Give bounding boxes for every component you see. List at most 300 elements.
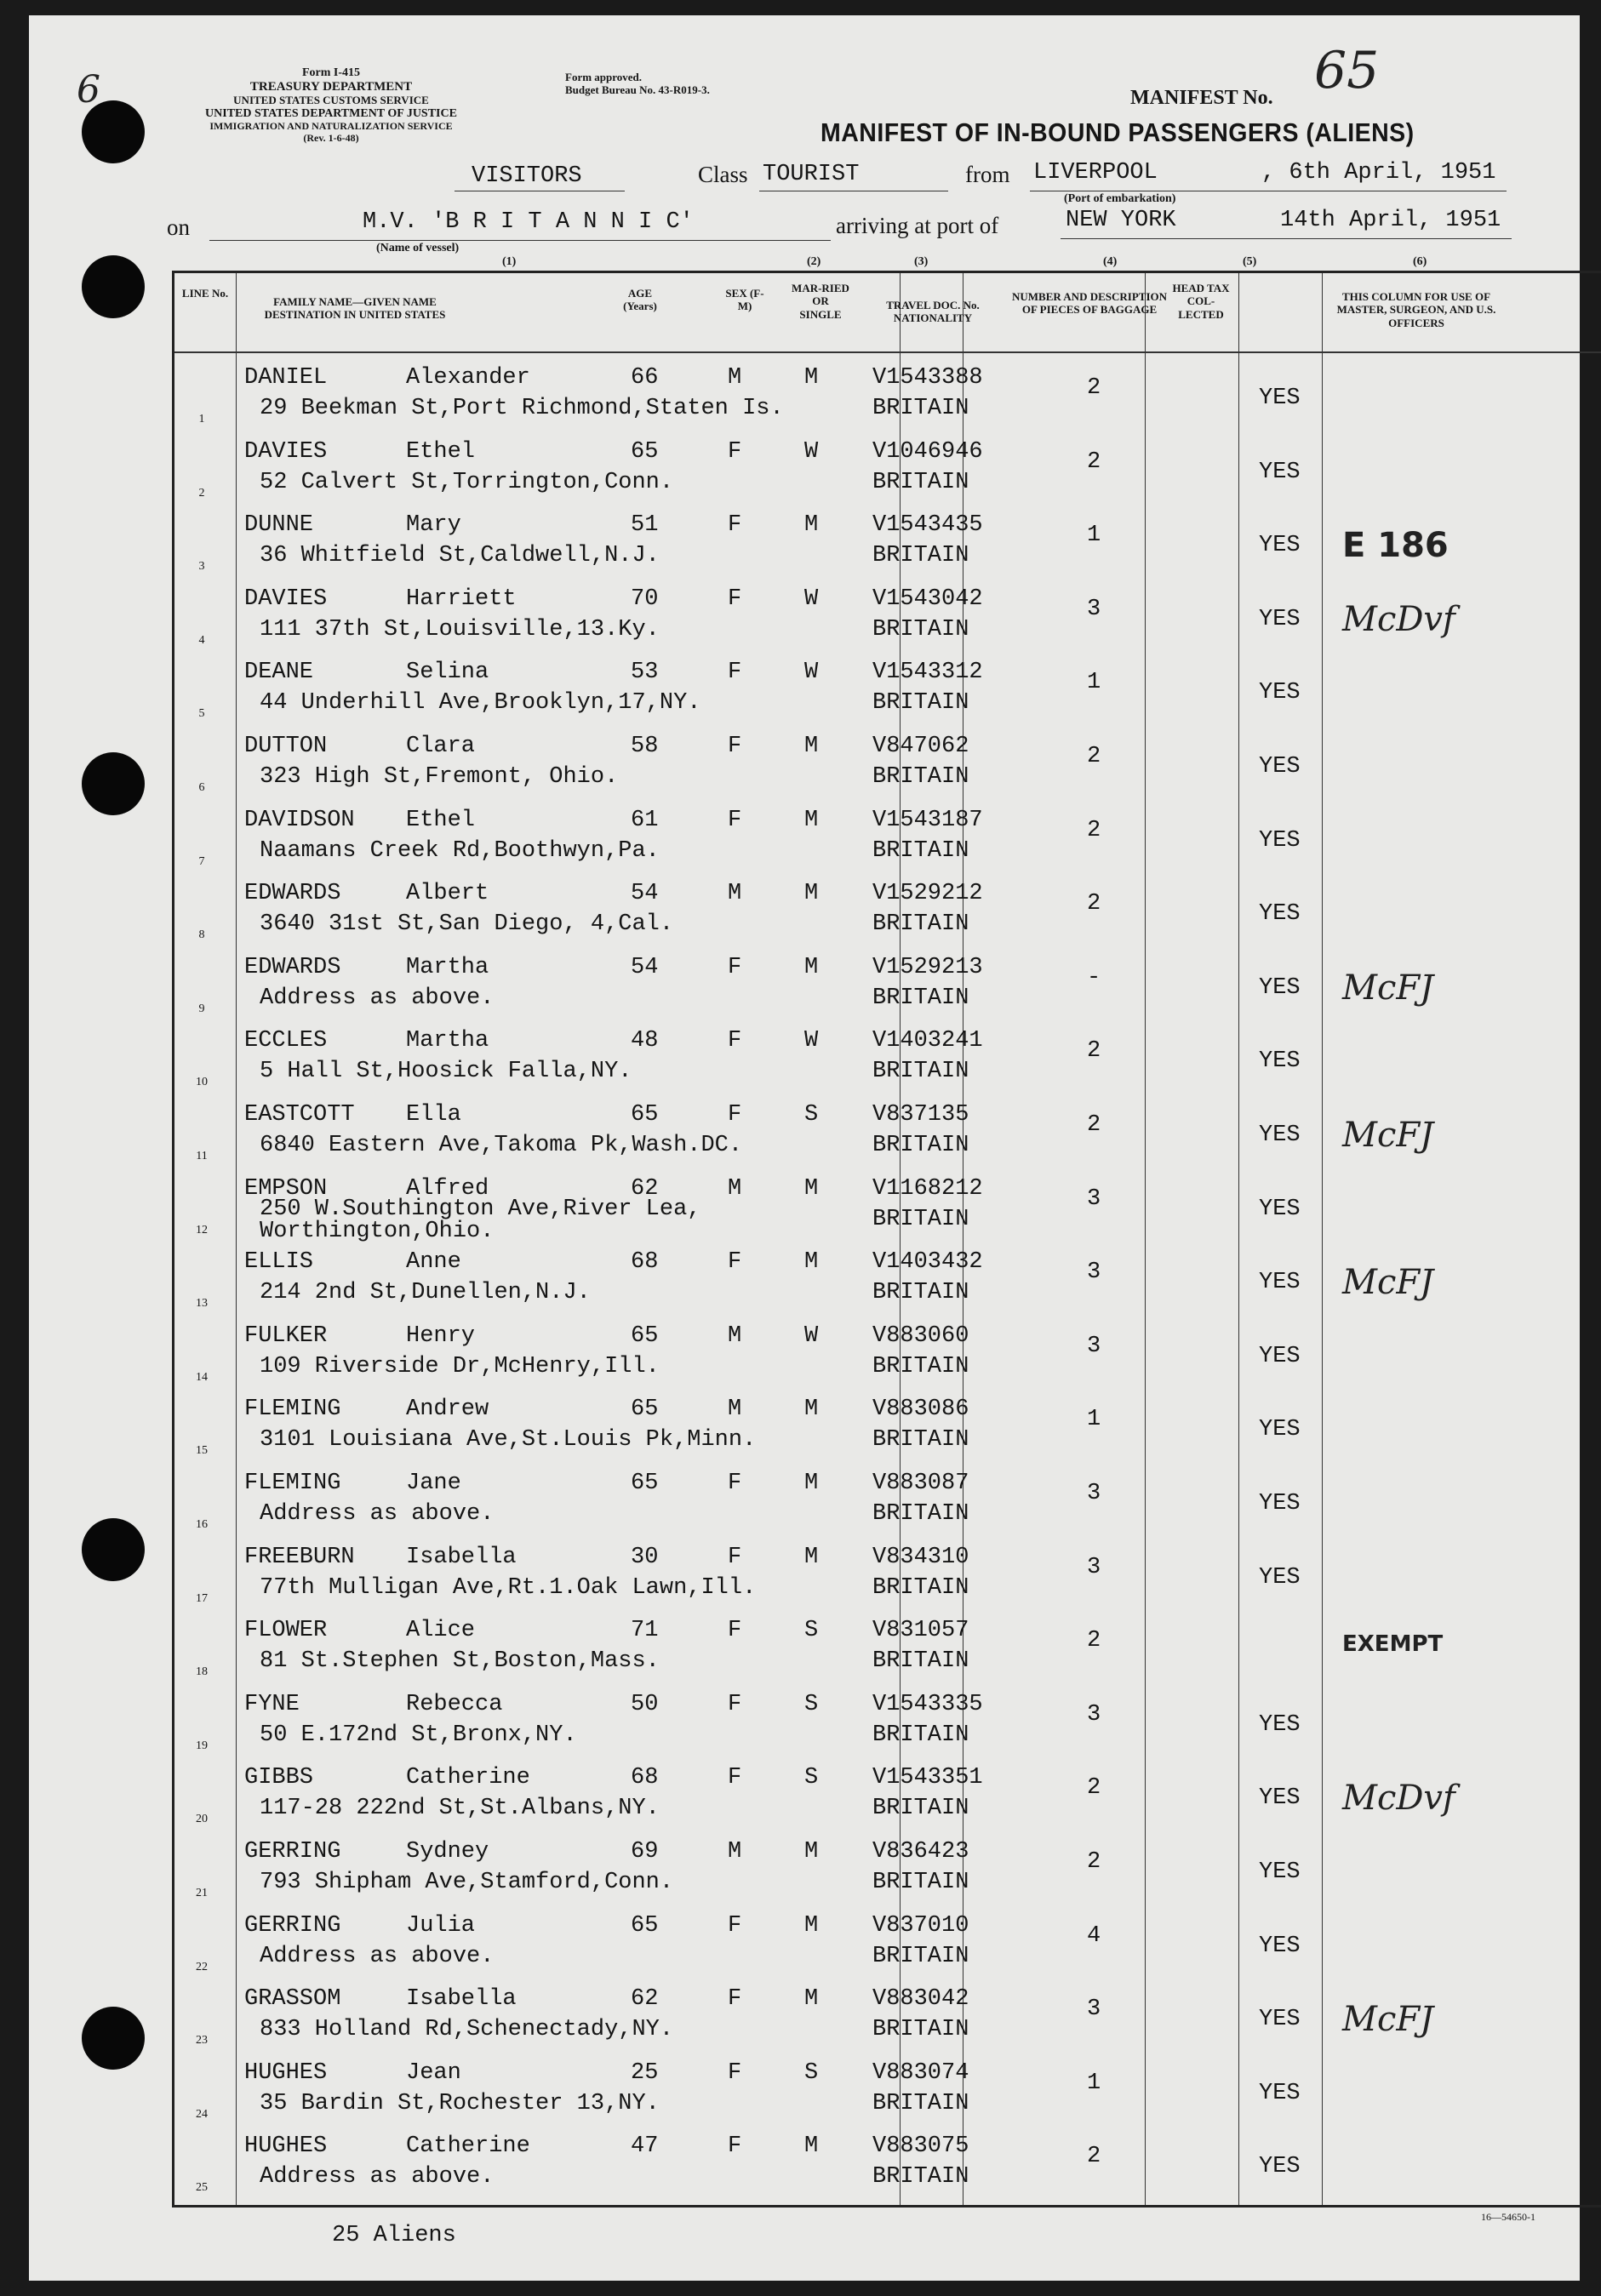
line-number: 11 [196,1150,208,1162]
from-label: from [965,162,1010,187]
baggage-count: 1 [1087,523,1101,549]
nationality: BRITAIN [872,1648,969,1675]
given-name: Ella [406,1102,461,1128]
age-value: 65 [631,1322,659,1349]
given-name: Harriett [406,585,517,612]
age-value: 51 [631,512,659,539]
col-age: AGE (Years) [623,287,657,313]
sex-value: F [728,1691,742,1717]
age-value: 65 [631,1471,659,1496]
nationality: BRITAIN [872,911,969,938]
manifest-number-value: 65 [1314,41,1380,100]
nationality: BRITAIN [872,985,969,1011]
table-row [174,656,1601,731]
customs-label: UNITED STATES CUSTOMS SERVICE [233,94,429,107]
visitors-category: VISITORS [472,163,582,189]
baggage-count: 3 [1087,1185,1101,1212]
destination-address: 36 Whitfield St,Caldwell,N.J. [260,543,660,569]
travel-doc-number: V837010 [872,1912,969,1939]
travel-doc-number: V1543388 [872,365,983,391]
baggage-count: - [1087,964,1101,991]
marital-status: M [804,1396,819,1423]
head-tax-status: YES [1259,1270,1301,1296]
table-row [174,1246,1601,1321]
table-row [174,1099,1601,1174]
head-tax-status: YES [1259,1933,1301,1959]
given-name: Henry [406,1322,476,1349]
marital-status: M [804,954,819,980]
arrival-date: 14th April, 1951 [1280,208,1501,233]
nationality: BRITAIN [872,764,969,790]
table-row [174,1983,1601,2058]
travel-doc-number: V836423 [872,1839,969,1865]
age-value: 25 [631,2059,659,2086]
nationality: BRITAIN [872,1501,969,1527]
punch-hole [82,1518,145,1581]
nationality: BRITAIN [872,396,969,421]
line-number: 24 [196,2107,208,2121]
given-name: Mary [406,512,461,539]
form-header-left [157,66,506,145]
sex-value: F [728,1102,742,1128]
column-number: (4) [1103,255,1118,268]
age-value: 47 [631,2133,659,2160]
officer-annotation: McFJ [1342,968,1434,1008]
age-value: 61 [631,807,659,833]
head-tax-status: YES [1259,1859,1301,1885]
travel-doc-number: V883087 [872,1471,969,1496]
departure-date: , 6th April, 1951 [1261,160,1496,186]
head-tax-status: YES [1259,1343,1301,1369]
destination-address: Naamans Creek Rd,Boothwyn,Pa. [260,837,660,864]
baggage-count: 2 [1087,1038,1101,1065]
family-name: GERRING [244,1912,341,1939]
budget-label: Budget Bureau No. 43-R019-3. [565,83,710,96]
underline [209,240,831,241]
officer-annotation: EXEMPT [1342,1631,1444,1658]
family-name: DUNNE [244,512,314,539]
travel-doc-number: V883086 [872,1396,969,1423]
given-name: Martha [406,954,489,980]
table-row [174,1393,1601,1468]
treasury-label: TREASURY DEPARTMENT [249,80,413,94]
baggage-count: 3 [1087,1701,1101,1728]
line-number: 2 [198,486,205,500]
age-value: 65 [631,1396,659,1423]
form-number: Form I-415 [301,66,361,79]
sex-value: F [728,734,742,759]
given-name: Alexander [406,365,530,391]
marital-status: W [804,438,819,465]
head-tax-status: YES [1259,1564,1301,1591]
family-name: DAVIES [244,438,328,465]
given-name: Rebecca [406,1691,503,1717]
family-name: EDWARDS [244,954,341,980]
header-divider [174,351,1601,353]
age-value: 68 [631,1765,659,1791]
destination-address: 793 Shipham Ave,Stamford,Conn. [260,1870,674,1895]
line-number: 1 [198,413,205,426]
head-tax-status: YES [1259,386,1301,411]
line-number: 15 [196,1444,208,1458]
age-value: 69 [631,1839,659,1865]
given-name: Catherine [406,2133,530,2160]
col-officers: THIS COLUMN FOR USE OF MASTER, SURGEON, AND U.S. OFFICERS [1336,290,1496,329]
age-value: 53 [631,660,659,686]
table-row [174,362,1601,437]
marital-status: M [804,1249,819,1276]
baggage-count: 3 [1087,1481,1101,1506]
table-row [174,1173,1601,1248]
sex-value: F [728,807,742,833]
nationality: BRITAIN [872,616,969,643]
baggage-count: 4 [1087,1922,1101,1949]
baggage-count: 2 [1087,891,1101,917]
head-tax-status: YES [1259,2154,1301,2180]
baggage-count: 2 [1087,817,1101,843]
sex-value: M [728,365,742,391]
vessel-name: M.V. 'B R I T A N N I C' [363,209,694,235]
line-number: 5 [198,707,205,721]
marital-status: M [804,1839,819,1865]
travel-doc-number: V837135 [872,1102,969,1128]
family-name: FREEBURN [244,1544,355,1570]
given-name: Andrew [406,1396,489,1423]
family-name: HUGHES [244,2133,328,2160]
given-name: Alice [406,1618,476,1644]
sex-value: F [728,512,742,539]
travel-doc-number: V1046946 [872,438,983,465]
age-value: 54 [631,954,659,980]
line-number: 13 [196,1297,208,1311]
sex-value: F [728,438,742,465]
sex-value: M [728,1396,742,1423]
line-number: 8 [198,928,205,942]
form-approval [565,71,710,97]
destination-address: 6840 Eastern Ave,Takoma Pk,Wash.DC. [260,1133,743,1158]
total-aliens: 25 Aliens [332,2223,456,2248]
baggage-count: 2 [1087,1849,1101,1875]
underline [1061,238,1512,239]
table-row [174,2057,1601,2132]
destination-address: 117-28 222nd St,St.Albans,NY. [260,1796,660,1822]
table-row [174,509,1601,584]
age-value: 62 [631,1986,659,2013]
punch-hole [82,752,145,815]
line-number: 25 [196,2181,208,2195]
nationality: BRITAIN [872,2164,969,2190]
sex-value: F [728,1471,742,1496]
family-name: GIBBS [244,1765,314,1791]
baggage-count: 1 [1087,1407,1101,1433]
age-value: 70 [631,585,659,612]
baggage-count: 2 [1087,375,1101,401]
marital-status: M [804,734,819,759]
marital-status: M [804,1471,819,1496]
travel-doc-number: V883042 [872,1986,969,2013]
age-value: 50 [631,1691,659,1717]
sex-value: F [728,1986,742,2013]
travel-doc-number: V1543435 [872,512,983,539]
travel-doc-number: V834310 [872,1544,969,1570]
baggage-count: 2 [1087,1775,1101,1802]
officer-annotation: McDvf [1342,1779,1455,1819]
family-name: FLOWER [244,1618,328,1644]
table-row [174,1025,1601,1099]
handwritten-corner-mark: 6 [77,68,100,111]
line-number: 21 [196,1887,208,1899]
travel-doc-number: V1168212 [872,1175,983,1202]
nationality: BRITAIN [872,1133,969,1158]
table-row [174,1320,1601,1395]
nationality: BRITAIN [872,1353,969,1379]
travel-doc-number: V847062 [872,734,969,759]
destination-address: 833 Holland Rd,Schenectady,NY. [260,2017,674,2043]
given-name: Martha [406,1028,489,1054]
marital-status: S [804,1618,819,1644]
nationality: BRITAIN [872,1427,969,1454]
travel-doc-number: V1543335 [872,1691,983,1717]
nationality: BRITAIN [872,1943,969,1969]
table-row [174,1541,1601,1616]
baggage-count: 2 [1087,448,1101,475]
line-number: 10 [196,1076,208,1089]
baggage-count: 3 [1087,1333,1101,1359]
line-number: 16 [196,1518,208,1531]
col-married: MAR-RIED OR SINGLE [792,282,849,321]
age-value: 48 [631,1028,659,1054]
travel-doc-number: V1529213 [872,954,983,980]
destination-address: 5 Hall St,Hoosick Falla,NY. [260,1059,632,1085]
sex-value: F [728,1249,742,1276]
family-name: DANIEL [244,365,328,391]
given-name: Selina [406,660,489,686]
age-value: 68 [631,1249,659,1276]
family-name: FULKER [244,1322,328,1349]
head-tax-status: YES [1259,2080,1301,2106]
marital-status: W [804,660,819,686]
table-row [174,804,1601,879]
marital-status: M [804,881,819,907]
given-name: Sydney [406,1839,489,1865]
travel-doc-number: V883075 [872,2133,969,2160]
given-name: Jean [406,2059,461,2086]
table-row [174,1762,1601,1836]
head-tax-status: YES [1259,1785,1301,1812]
travel-doc-number: V1543187 [872,807,983,833]
travel-doc-number: V1543351 [872,1765,983,1791]
given-name: Catherine [406,1765,530,1791]
nationality: BRITAIN [872,1280,969,1306]
line-number: 23 [196,2034,208,2048]
marital-status: W [804,1322,819,1349]
table-row [174,1467,1601,1542]
family-name: DAVIDSON [244,807,355,833]
print-code: 16—54650-1 [1481,2211,1535,2223]
travel-doc-number: V1403432 [872,1249,983,1276]
baggage-count: 3 [1087,1259,1101,1286]
manifest-page [29,15,1580,2281]
line-number: 22 [196,1960,208,1973]
officer-annotation: McFJ [1342,2000,1434,2040]
punch-hole [82,255,145,318]
nationality: BRITAIN [872,2090,969,2116]
destination-address: 77th Mulligan Ave,Rt.1.Oak Lawn,Ill. [260,1574,757,1601]
given-name: Isabella [406,1544,517,1570]
age-value: 65 [631,1102,659,1128]
sex-value: F [728,1028,742,1054]
given-name: Ethel [406,438,476,465]
punch-hole [82,2007,145,2070]
age-value: 65 [631,1912,659,1939]
marital-status: M [804,1986,819,2013]
marital-status: W [804,585,819,612]
baggage-count: 1 [1087,2070,1101,2096]
justice-label: UNITED STATES DEPARTMENT OF JUSTICE [205,107,457,121]
col-sex: SEX (F-M) [725,287,764,313]
line-number: 17 [196,1591,208,1605]
from-port: LIVERPOOL [1033,160,1158,186]
destination-address: 52 Calvert St,Torrington,Conn. [260,469,674,495]
column-number: (6) [1413,255,1427,268]
manifest-title: MANIFEST OF IN-BOUND PASSENGERS (ALIENS) [821,117,1415,147]
destination-address: 3101 Louisiana Ave,St.Louis Pk,Minn. [260,1427,757,1454]
marital-status: W [804,1028,819,1054]
destination-address: 44 Underhill Ave,Brooklyn,17,NY. [260,690,701,717]
column-number: (5) [1243,255,1257,268]
sex-value: F [728,2059,742,2086]
col-head-tax: HEAD TAX COL-LECTED [1172,282,1230,321]
marital-status: M [804,365,819,391]
nationality: BRITAIN [872,1206,969,1232]
marital-status: M [804,807,819,833]
travel-doc-number: V1543042 [872,585,983,612]
family-name: EASTCOTT [244,1102,355,1128]
table-row [174,1836,1601,1910]
travel-doc-number: V831057 [872,1618,969,1644]
line-number: 4 [198,633,205,647]
approved-label: Form approved. [565,71,643,83]
sex-value: M [728,1839,742,1865]
travel-doc-number: V1543312 [872,660,983,686]
nationality: BRITAIN [872,690,969,717]
col-travel-doc: TRAVEL DOC. No. NATIONALITY [886,299,980,325]
given-name: Anne [406,1249,461,1276]
sex-value: F [728,954,742,980]
family-name: DUTTON [244,734,328,759]
sex-value: F [728,1912,742,1939]
sex-value: F [728,660,742,686]
family-name: GRASSOM [244,1986,341,2013]
table-row [174,2130,1601,2205]
column-number: (1) [502,255,517,268]
head-tax-status: YES [1259,754,1301,780]
baggage-count: 2 [1087,744,1101,769]
on-label: on [167,214,190,240]
family-name: ELLIS [244,1249,314,1276]
sex-value: M [728,1322,742,1349]
given-name: Albert [406,881,489,907]
line-number: 19 [196,1739,208,1752]
sex-value: F [728,585,742,612]
given-name: Jane [406,1471,461,1496]
head-tax-status: YES [1259,606,1301,632]
head-tax-status: YES [1259,1417,1301,1443]
given-name: Alfred [406,1175,489,1202]
age-value: 54 [631,881,659,907]
embarkation-caption: (Port of embarkation) [1064,192,1176,205]
baggage-count: 2 [1087,1112,1101,1138]
sex-value: F [728,2133,742,2160]
head-tax-status: YES [1259,533,1301,559]
head-tax-status: YES [1259,1711,1301,1738]
age-value: 66 [631,365,659,391]
nationality: BRITAIN [872,1870,969,1895]
vessel-caption: (Name of vessel) [376,242,460,254]
baggage-count: 3 [1087,1996,1101,2023]
line-number: 7 [198,854,205,868]
family-name: DEANE [244,660,314,686]
family-name: GERRING [244,1839,341,1865]
marital-status: M [804,2133,819,2160]
travel-doc-number: V883060 [872,1322,969,1349]
marital-status: M [804,1912,819,1939]
baggage-count: 3 [1087,1554,1101,1580]
officer-annotation: McFJ [1342,1263,1434,1303]
baggage-count: 2 [1087,2144,1101,2170]
sex-value: M [728,881,742,907]
given-name: Julia [406,1912,476,1939]
column-number: (3) [914,255,929,268]
head-tax-status: YES [1259,974,1301,1001]
table-row [174,730,1601,805]
nationality: BRITAIN [872,1574,969,1601]
table-row [174,951,1601,1026]
destination-address: 50 E.172nd St,Bronx,NY. [260,1722,577,1748]
given-name: Ethel [406,807,476,833]
travel-doc-number: V883074 [872,2059,969,2086]
sex-value: M [728,1175,742,1202]
table-row [174,877,1601,952]
destination-address: Address as above. [260,1501,495,1527]
table-row [174,1910,1601,1985]
head-tax-status: YES [1259,680,1301,706]
destination-address: 35 Bardin St,Rochester 13,NY. [260,2090,660,2116]
destination-address: 3640 31st St,San Diego, 4,Cal. [260,911,674,938]
head-tax-status: YES [1259,827,1301,854]
destination-address: Address as above. [260,1943,495,1969]
age-value: 71 [631,1618,659,1644]
rev-label: (Rev. 1-6-48) [303,132,359,145]
baggage-count: 2 [1087,1628,1101,1654]
age-value: 30 [631,1544,659,1570]
family-name: ECCLES [244,1028,328,1054]
marital-status: S [804,1102,819,1128]
nationality: BRITAIN [872,1796,969,1822]
line-number: 18 [196,1665,208,1679]
age-value: 62 [631,1175,659,1202]
nationality: BRITAIN [872,2017,969,2043]
nationality: BRITAIN [872,837,969,864]
nationality: BRITAIN [872,543,969,569]
family-name: EDWARDS [244,881,341,907]
head-tax-status: YES [1259,1122,1301,1148]
passenger-table [172,271,1601,2207]
officer-annotation: McDvf [1342,599,1455,639]
head-tax-status: YES [1259,2007,1301,2033]
marital-status: M [804,1544,819,1570]
baggage-count: 3 [1087,596,1101,622]
